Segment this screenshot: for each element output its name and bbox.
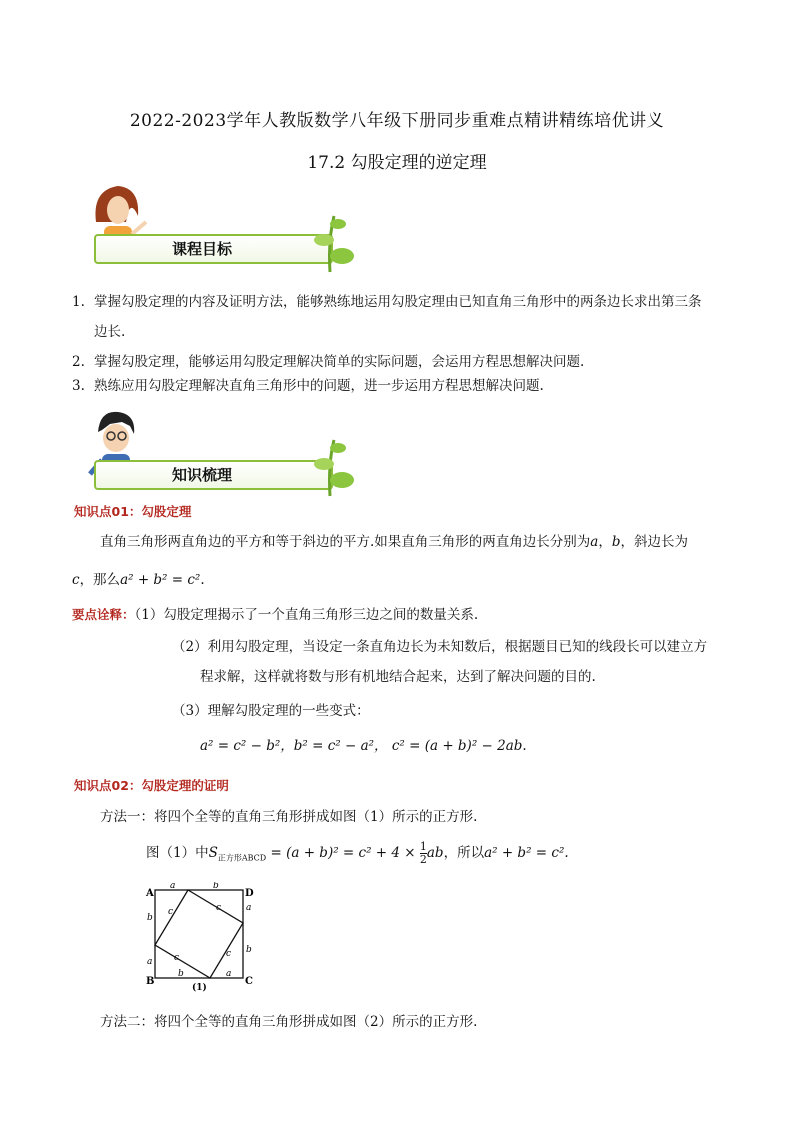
notes-line4: （3）理解勾股定理的一些变式： [172,703,370,719]
side-label: b [213,882,219,891]
side-label: a [170,882,176,891]
corner-label-c: C [245,976,253,987]
kp1-title: 知识点01：勾股定理 [74,504,192,519]
list-item: 1. 掌握勾股定理的内容及证明方法，能够熟练地运用勾股定理由已知直角三角形中的两条边长求出第三条 [72,294,702,310]
hypotenuse-label: c [226,949,232,959]
side-label: a [246,903,252,913]
side-label: b [147,913,153,923]
figure-1-square-proof [140,882,260,994]
list-item: 3. 熟练应用勾股定理解决直角三角形中的问题，进一步运用方程思想解决问题. [72,378,544,394]
method2: 方法二：将四个全等的直角三角形拼成如图（2）所示的正方形. [100,1014,478,1030]
method1-formula: 图（1）中$S_{正方形ABCD} = (a + b)^2 = c^2 + 4$ × $\frac{1}{2}$ ab，所以a² + b² = c². [146,840,569,866]
sprout-leaf-icon [308,210,356,274]
hypotenuse-label: c [216,903,222,913]
kp1-text-line2: c，那么a² + b² = c². [72,572,205,588]
corner-label-b: B [146,976,155,987]
kp2-title: 知识点02：勾股定理的证明 [74,778,229,793]
hypotenuse-label: c [174,953,180,963]
figure-caption: (1) [192,983,207,993]
corner-label-a: A [146,888,154,899]
hypotenuse-label: c [168,907,174,917]
page-title: 2022-2023学年人教版数学八年级下册同步重难点精讲精练培优讲义 [129,111,665,131]
page-subtitle: 17.2 勾股定理的逆定理 [307,153,487,173]
corner-label-d: D [245,888,254,899]
sprout-leaf-icon [308,434,356,498]
side-label: a [226,969,232,979]
fraction-one-half: $\frac{1}{2}$ [419,840,427,866]
section-banner-knowledge [82,444,352,490]
side-label: b [246,945,252,955]
side-label: a [147,957,153,967]
list-item-cont: 边长. [94,324,126,340]
method1: 方法一：将四个全等的直角三角形拼成如图（1）所示的正方形. [100,809,478,825]
banner-label: 课程目标 [172,240,233,258]
banner-label: 知识梳理 [172,466,233,484]
goals-list [72,287,732,401]
notes-line1: 要点诠释：（1）勾股定理揭示了一个直角三角形三边之间的数量关系. [72,607,479,623]
notes-line2: （2）利用勾股定理，当设定一条直角边长为未知数后，根据题目已知的线段长可以建立方 [172,639,708,655]
side-label: b [178,969,184,979]
section-banner-course-goals [82,218,352,264]
variant-formulas: a² = c² − b²，b² = c² − a²， c² = (a + b)² − 2ab. [200,738,527,754]
notes-line3: 程求解，这样就将数与形有机地结合起来，达到了解决问题的目的. [200,669,596,685]
kp1-text: 直角三角形两直角边的平方和等于斜边的平方.如果直角三角形的两直角边长分别为a，b，斜边长为 [100,534,689,550]
list-item: 2. 掌握勾股定理，能够运用勾股定理解决简单的实际问题，会运用方程思想解决问题. [72,354,585,370]
